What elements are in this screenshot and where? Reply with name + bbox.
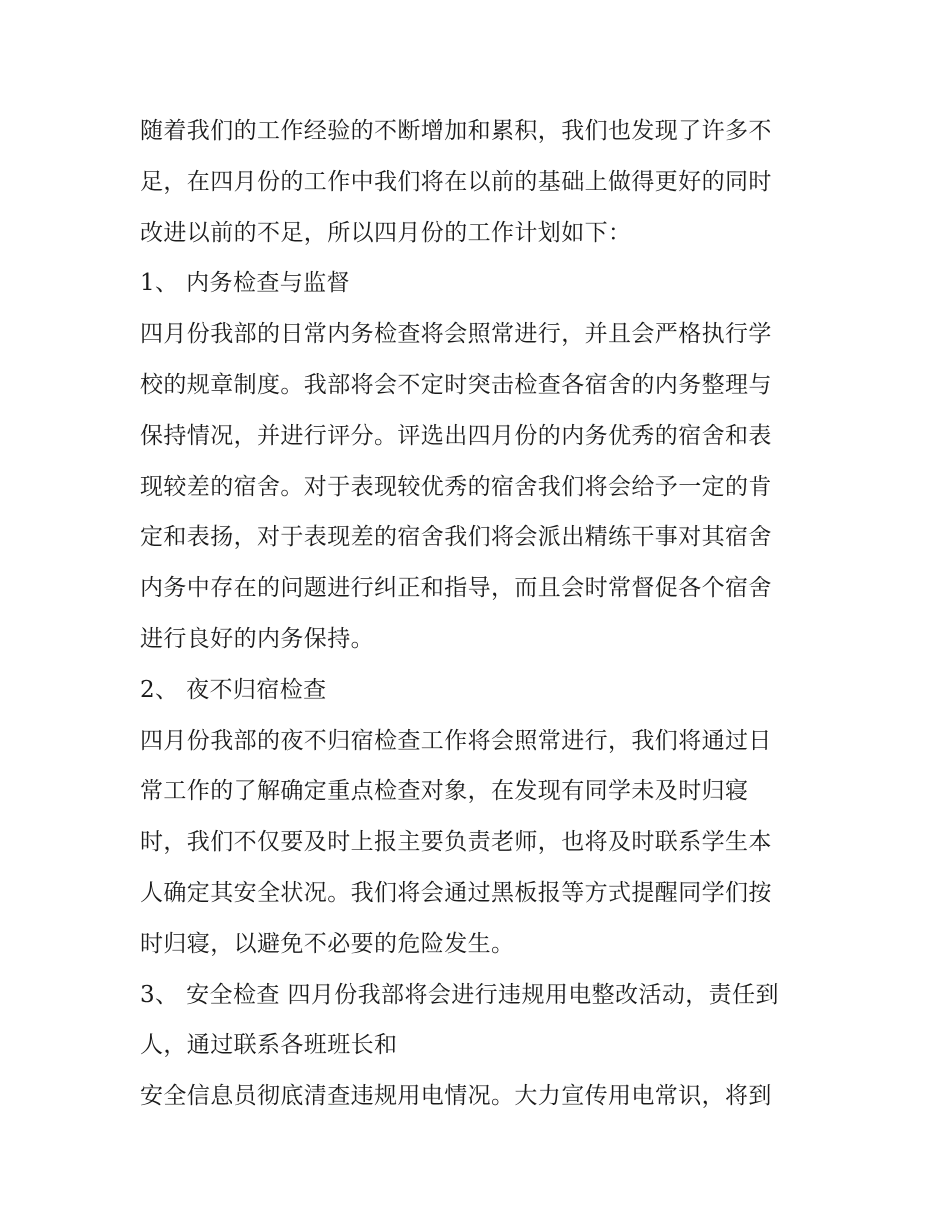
text-line: 进行良好的内务保持。	[140, 625, 374, 652]
section-heading-3: 3、 安全检查 四月份我部将会进行违规用电整改活动，责任到	[140, 981, 779, 1008]
document-body	[140, 106, 830, 1122]
text-line: 时，我们不仅要及时上报主要负责老师，也将及时联系学生本	[140, 829, 772, 856]
text-line: 随着我们的工作经验的不断增加和累积，我们也发现了许多不	[140, 118, 772, 144]
section-heading-2: 2、 夜不归宿检查	[140, 676, 327, 703]
text-line: 安全信息员彻底清查违规用电情况。大力宣传用电常识，将到	[140, 1083, 772, 1110]
text-line: 校的规章制度。我部将会不定时突击检查各宿舍的内务整理与	[140, 371, 772, 398]
text-line: 四月份我部的夜不归宿检查工作将会照常进行，我们将通过日	[140, 727, 772, 754]
section-heading-1: 1、 内务检查与监督	[140, 270, 350, 297]
text-line: 四月份我部的日常内务检查将会照常进行，并且会严格执行学	[140, 321, 772, 348]
text-line: 人确定其安全状况。我们将会通过黑板报等方式提醒同学们按	[140, 879, 772, 906]
text-line: 现较差的宿舍。对于表现较优秀的宿舍我们将会给予一定的肯	[140, 473, 772, 500]
text-line: 常工作的了解确定重点检查对象，在发现有同学未及时归寝	[140, 778, 749, 805]
text-line: 保持情况，并进行评分。评选出四月份的内务优秀的宿舍和表	[140, 422, 772, 449]
text-line: 人，通过联系各班班长和	[140, 1032, 398, 1059]
text-line: 定和表扬，对于表现差的宿舍我们将会派出精练干事对其宿舍	[140, 524, 772, 551]
text-line: 时归寝，以避免不必要的危险发生。	[140, 930, 515, 957]
text-line: 足，在四月份的工作中我们将在以前的基础上做得更好的同时	[140, 168, 772, 195]
text-line: 内务中存在的问题进行纠正和指导，而且会时常督促各个宿舍	[140, 575, 772, 602]
text-line: 改进以前的不足，所以四月份的工作计划如下：	[140, 219, 632, 246]
